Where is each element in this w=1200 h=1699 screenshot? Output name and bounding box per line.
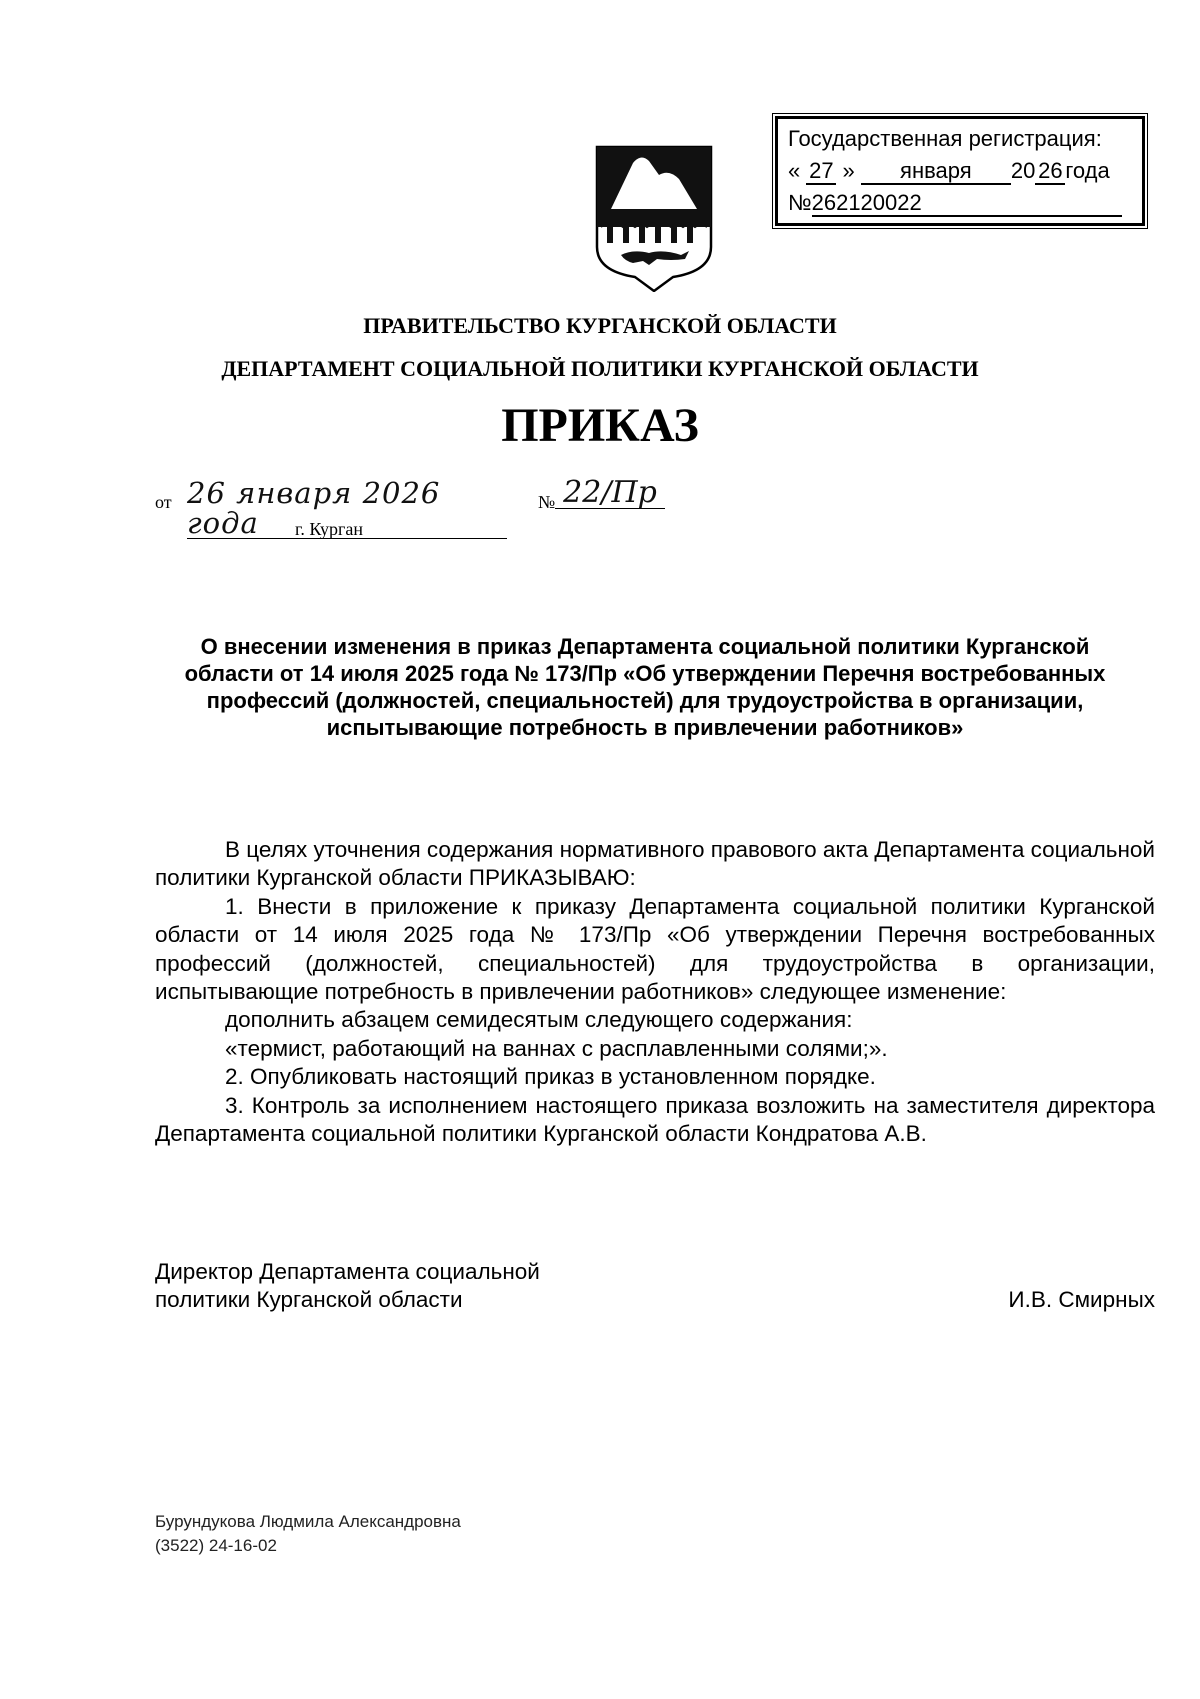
registration-number-label: № — [788, 190, 812, 215]
registration-stamp — [775, 116, 1145, 226]
document-type-title: ПРИКАЗ — [501, 399, 699, 452]
executor-name: Бурундукова Людмила Александровна — [155, 1512, 461, 1531]
body-item-3: 3. Контроль за исполнением настоящего приказа возложить на заместителя директора Департамента социальной политики Курганской области Кондратова А.В. — [155, 1092, 1155, 1147]
registration-month: января — [861, 159, 1011, 185]
date-number-row — [155, 475, 675, 548]
registration-close-quote: » — [842, 158, 855, 183]
body-item-1-sub-2: «термист, работающий на ваннах с расплавленными солями;». — [225, 1035, 888, 1061]
executor-info — [155, 1510, 461, 1558]
signatory-name: И.В. Смирных — [1008, 1287, 1155, 1312]
handwritten-date: 26 января 2026 года — [187, 478, 507, 539]
registration-date-line — [788, 155, 1132, 187]
order-number-label: № — [538, 492, 556, 512]
city-label: г. Курган — [295, 519, 364, 539]
registration-open-quote: « — [788, 158, 801, 183]
handwritten-order-number: 22/Пр — [555, 478, 665, 509]
registration-title: Государственная регистрация: — [788, 126, 1102, 151]
government-title: ПРАВИТЕЛЬСТВО КУРГАНСКОЙ ОБЛАСТИ — [363, 313, 837, 338]
body-intro: В целях уточнения содержания нормативного правового акта Департамента социальной политики Курганской области ПРИКАЗЫВАЮ: — [155, 837, 1155, 891]
order-body — [155, 836, 1155, 1148]
executor-phone: (3522) 24-16-02 — [155, 1536, 277, 1555]
registration-year-prefix: 20 — [1010, 158, 1036, 183]
registration-day: 27 — [806, 159, 836, 185]
body-item-1: 1. Внести в приложение к приказу Департамента социальной политики Курганской области от 14 июля 2025 года № 173/Пр «Об утверждении Перечня востребованных профессий (должностей, специальностей) для трудоустройства в организации, испытывающие потребность в привлечении работников» следующее изменение: — [155, 893, 1155, 1005]
body-item-1-sub-1: дополнить абзацем семидесятым следующего содержания: — [225, 1007, 853, 1033]
registration-year-word: года — [1065, 158, 1110, 183]
signatory-position-line-2: политики Курганской области — [155, 1287, 463, 1312]
order-subject: О внесении изменения в приказ Департамента социальной политики Курганской области от 14 июля 2025 года № 173/Пр «Об утверждении Перечня востребованных профессий (должностей, специальностей) для трудоустройства в организации, испытывающие потребность в привлечении работников» — [184, 634, 1106, 740]
registration-number-line — [788, 187, 1132, 219]
coat-of-arms-icon — [593, 143, 715, 292]
date-from-label: от — [155, 492, 172, 512]
body-item-2: 2. Опубликовать настоящий приказ в установленном порядке. — [225, 1064, 876, 1090]
registration-year-suffix: 26 — [1035, 159, 1065, 185]
signatory-position — [155, 1258, 540, 1314]
department-title: ДЕПАРТАМЕНТ СОЦИАЛЬНОЙ ПОЛИТИКИ КУРГАНСКОЙ ОБЛАСТИ — [221, 356, 979, 381]
signatory-position-line-1: Директор Департамента социальной — [155, 1259, 540, 1284]
registration-number: 262120022 — [812, 191, 1122, 217]
